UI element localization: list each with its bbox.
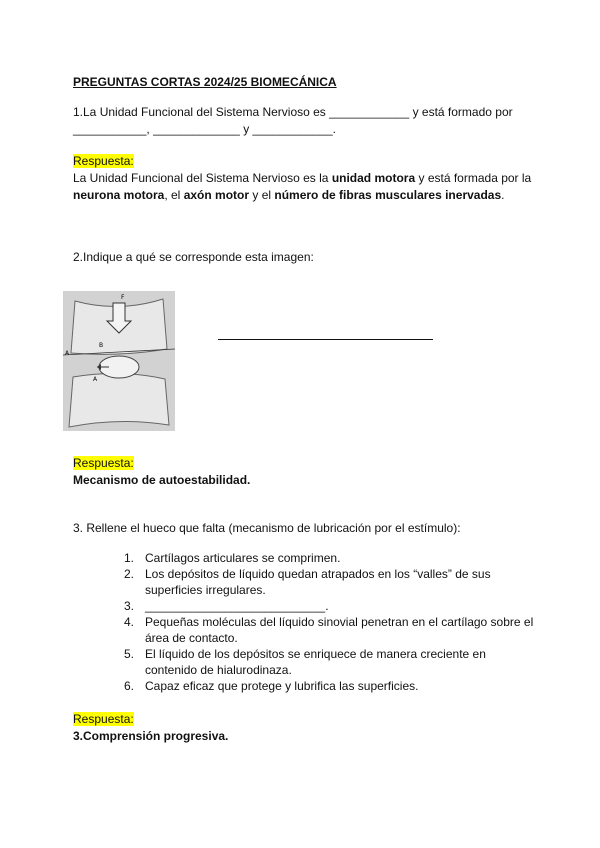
list-item-number: 2. [124,567,135,581]
diagram-label-b: B [99,342,104,349]
list-item-text: El líquido de los depósitos se enriquece de manera creciente en contenido de hialurodinaza. [145,647,486,677]
q1-text-a: 1.La Unidad Funcional del Sistema Nervioso es [73,105,330,119]
question-3-answer [73,711,533,745]
q1-response-label: Respuesta: [73,154,134,168]
q1-blank-2: ___________ [73,122,147,136]
q1-resp-b: unidad motora [331,171,416,185]
q1-resp-a: La Unidad Funcional del Sistema Nervioso es la [73,171,332,185]
list-item-text: Cartílagos articulares se comprimen. [145,551,341,565]
q1-blank-1: ____________ [329,105,410,119]
list-item [124,598,534,614]
list-item-number: 4. [124,615,135,629]
q1-dot: . [332,122,336,136]
diagram-label-f: F [121,294,125,301]
autostability-diagram [63,291,175,431]
list-item-text: Capaz eficaz que protege y lubrifica las superficies. [145,679,419,693]
list-item [124,566,534,598]
q1-resp-e: , el [164,188,184,202]
list-item-number: 5. [124,647,135,661]
question-2-answer [73,455,533,489]
q1-text-b: y está formado por [409,105,513,119]
q2-answer: Mecanismo de autoestabilidad. [73,473,251,487]
list-item [124,678,534,694]
question-3: 3. Rellene el hueco que falta (mecanismo de lubricación por el estímulo): [73,521,461,535]
q2-response-label: Respuesta: [73,456,134,470]
diagram-svg [63,291,175,431]
list-item-number: 1. [124,551,135,565]
list-item-number: 3. [124,599,135,613]
answer-blank-line [218,339,433,340]
list-item [124,550,534,566]
q1-comma: , [146,122,154,136]
question-1 [73,104,533,138]
diagram-label-a1: A [65,350,70,357]
q3-answer: 3.Comprensión progresiva. [73,729,229,743]
q1-resp-f: axón motor [183,188,250,202]
list-item [124,646,534,678]
q3-response-label: Respuesta: [73,712,134,726]
list-item [124,614,534,646]
q1-resp-h: número de fibras musculares inervadas [274,188,502,202]
q1-blank-4: ____________ [252,122,333,136]
q1-blank-3: _____________ [153,122,240,136]
list-item-text: ___________________________. [145,599,329,613]
q1-resp-c: y está formada por la [415,171,532,185]
q1-resp-d: neurona motora [73,188,165,202]
list-item-text: Los depósitos de líquido quedan atrapados en los “valles” de sus superficies irregulares. [145,567,491,597]
list-item-number: 6. [124,679,135,693]
diagram-label-a2: A [93,376,98,383]
question-1-answer [73,153,533,204]
page-title: PREGUNTAS CORTAS 2024/25 BIOMECÁNICA [73,75,337,89]
question-2: 2.Indique a qué se corresponde esta imagen: [73,250,314,264]
q1-resp-i: . [501,188,505,202]
q1-resp-g: y el [249,188,275,202]
lubrication-steps-list [124,550,534,694]
q1-y: y [239,122,253,136]
list-item-text: Pequeñas moléculas del líquido sinovial penetran en el cartílago sobre el área de contacto. [145,615,534,645]
